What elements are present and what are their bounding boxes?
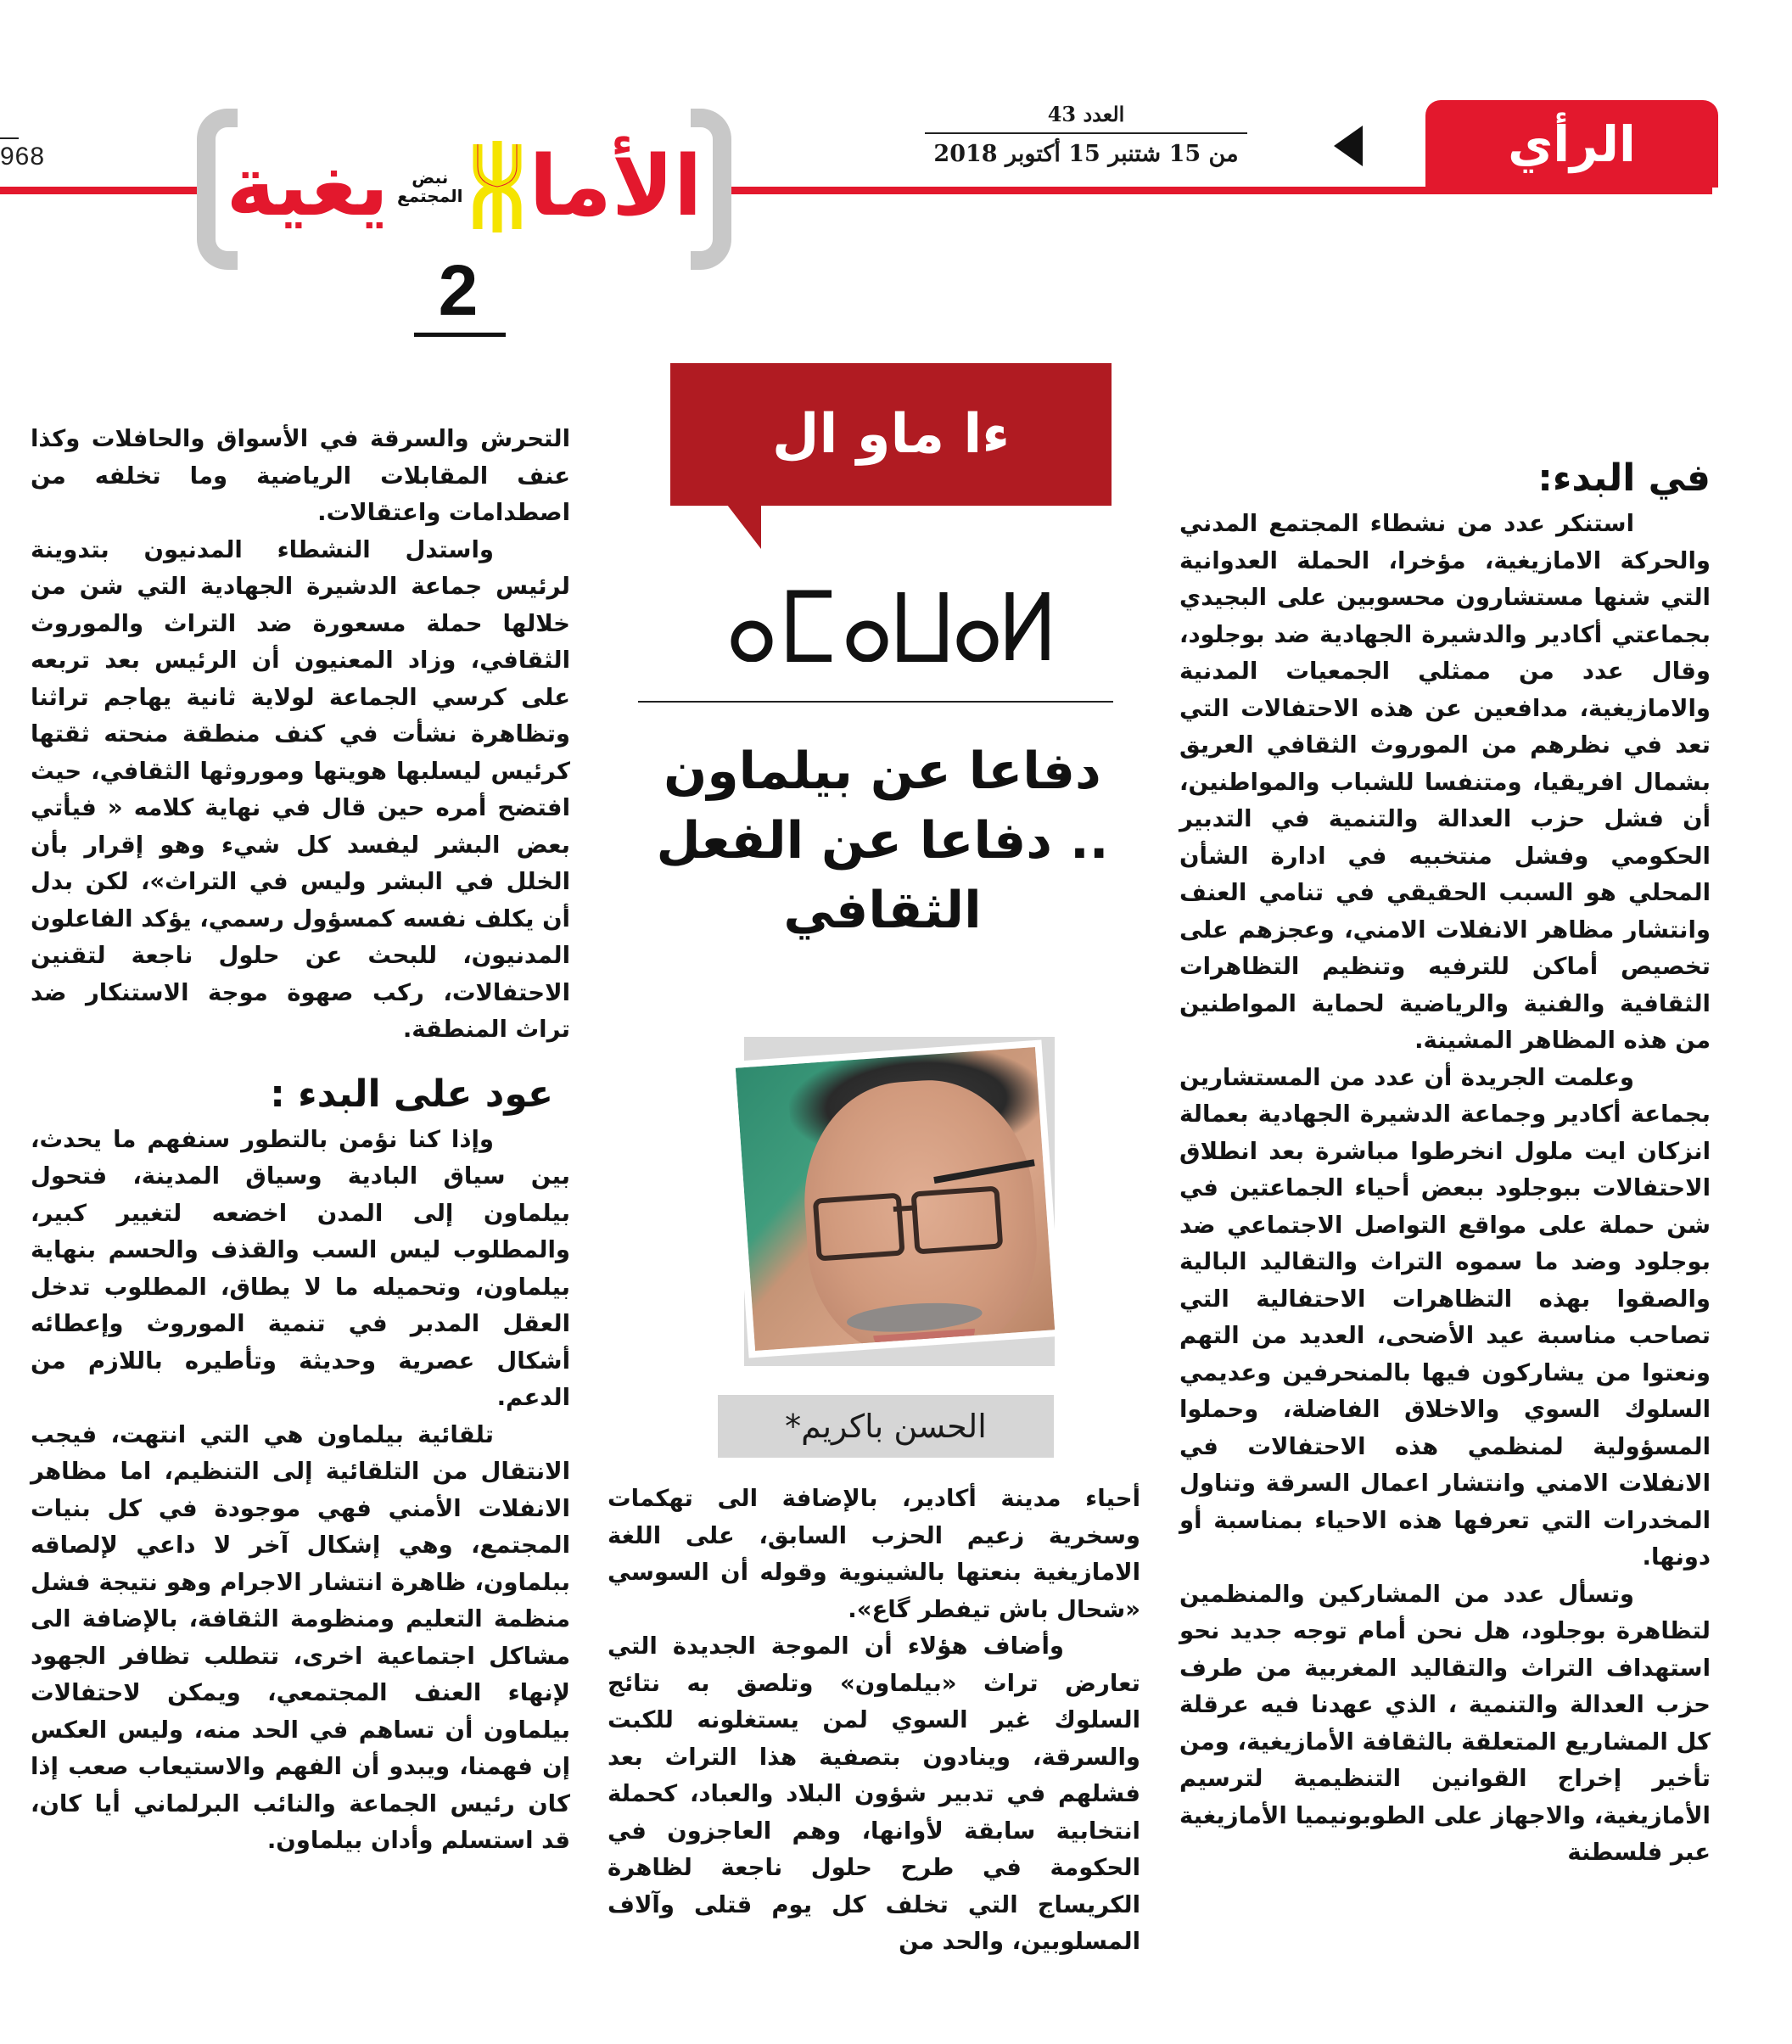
issue-number: العدد 43 — [1047, 102, 1125, 126]
photo-glasses-left — [813, 1193, 905, 1262]
page-number: 2 — [438, 250, 479, 330]
header-red-rule-left — [0, 187, 200, 194]
issue-code: 968 — [0, 143, 46, 171]
issue-date: من 15 شتنبر 15 أكتوبر 2018 — [933, 141, 1239, 167]
newspaper-logo[interactable] — [197, 109, 731, 270]
article-column-left — [31, 421, 570, 1860]
page-number-underline — [414, 333, 506, 337]
paragraph: تلقائية بيلماون هي التي انتهت، فيجب الانتقال من التلقائية إلى التنظيم، اما مظاهر الانفلات الأمني فهي موجودة في كل بنيات المجتمع، وهي إشكال آخر لا داعي لإلصاقه ببلماون، ظاهرة انتشار الاجرام وهو نتيجة فشل منظمة التعليم ومنظومة الثقافة، بالإضافة الى مشاكل اجتماعية اخرى، تتطلب تظافر الجهود لإنهاء العنف المجتمعي، ويمكن لاحتفالات بيلماون أن تساهم في الحد منه، وليس العكس إن فهمنا، ويبدو أن الفهم والاستيعاب صعب إذا كان رئيس الجماعة والنائب البرلماني أيا كان، قد استسلم وأدان بيلماون. — [31, 1420, 570, 1854]
tagline-line-1: نبض — [412, 167, 449, 188]
issue-code-rule — [0, 137, 19, 139]
logo-tagline — [397, 168, 462, 205]
paragraph: التحرش والسرقة في الأسواق والحافلات وكذا عنف المقابلات الرياضية وما تخلفه من اصطدامات واعتقالات. — [31, 425, 570, 526]
issue-divider — [925, 132, 1247, 134]
header-red-rule-right — [728, 187, 1712, 194]
author-photo — [728, 1040, 1062, 1358]
section-tab[interactable] — [1425, 100, 1718, 188]
article-column-middle — [608, 1481, 1140, 1961]
article-column-right — [1179, 451, 1711, 1872]
speech-bubble-tail — [727, 505, 761, 549]
center-divider — [638, 701, 1113, 703]
section-heading-return: عود على البدء : — [270, 1072, 553, 1116]
author-name: الحسن باكريم* — [785, 1408, 987, 1445]
section-label: الرأي — [1508, 115, 1636, 173]
article-headline: دفاعا عن بيلماون .. دفاعا عن الفعل الثقافي — [656, 742, 1109, 940]
paragraph: وعلمت الجريدة أن عدد من المستشارين بجماعة أكادير وجماعة الدشيرة الجهادية بعمالة انزكان ايت ملول انخرطوا مباشرة بعد انطلاق الاحتفالات ببوجلود ببعض أحياء الجماعتين في شن حملة على مواقع التواصل الاجتماعي ضد بوجلود وضد ما سموه التراث والتقاليد البالية والصقوا بهذه التظاهرات الاحتفالية التي تصاحب مناسبة عيد الأضحى، العديد من التهم ونعتوا من يشاركون فيها بالمنحرفين وعديمي السلوك السوي والاخلاق الفاضلة، وحملوا المسؤولية لمنظمي هذه الاحتفالات في الانفلات الامني وانتشار اعمال السرقة وتناول المخدرات التي تعرفها هذه الاحياء بمناسبة أو دونها. — [1179, 1063, 1711, 1571]
speech-bubble-label — [670, 363, 1112, 506]
paragraph: وتسأل عدد من المشاركين والمنظمين لتظاهرة بوجلود، هل نحن أمام توجه جديد نحو استهداف التراث والتقاليد المغربية من طرف حزب العدالة والتنمية ، الذي عهدنا فيه عرقلة كل المشاريع المتعلقة بالثقافة الأمازيغية، ومن تأخير إخراج القوانين التنظيمية لترسيم الأمازيغية، والاجهاز على الطوبونيميا الأمازيغية عبر فلسطنة — [1179, 1580, 1711, 1866]
logo-word-right: الأما — [529, 138, 703, 235]
paragraph: وإذا كنا نؤمن بالتطور سنفهم ما يحدث، بين سياق البادية وسياق المدينة، فتحول بيلماون إلى المدن اخضعه لتغيير كبير، والمطلوب ليس السب والقذف والحسم بنهاية بيلماون، وتحميله ما لا يطاق، المطلوب تدخل العقل المدبر في تنمية الموروث وإعطائه أشكال عصرية وحديثة وتأطيره باللازم من الدعم. — [31, 1125, 570, 1411]
paragraph: واستدل النشطاء المدنيون بتدوينة لرئيس جماعة الدشيرة الجهادية التي شن من خلالها حملة مسعورة ضد التراث والموروث الثقافي، وزاد المعنيون أن الرئيس بعد تربعه على كرسي الجماعة لولاية ثانية يهاجم تراثنا وتظاهرة نشأت في كنف منطقة منحته ثقتها كرئيس ليسلبها هويتها وموروثها الثقافي، حيث افتضح أمره حين قال في نهاية كلامه « فيأتي بعض البشر ليفسد كل شيء وهو إقرار بأن الخلل في البشر وليس في التراث»، لكن بدل أن يكلف نفسه كمسؤول رسمي، يؤكد الفاعلون المدنيون، للبحث عن حلول ناجعة لتقنين الاحتفالات، ركب صهوة موجة الاستنكار ضد تراث المنطقة. — [31, 535, 570, 1043]
logo-wordmark — [226, 127, 703, 246]
amazigh-yaz-icon — [471, 141, 524, 232]
tifinagh-glyphs-icon — [721, 577, 1061, 662]
section-pointer-icon — [1334, 126, 1363, 166]
section-heading-intro: في البدء: — [1537, 456, 1711, 500]
author-byline — [718, 1395, 1054, 1458]
logo-word-left: يغية — [226, 138, 389, 235]
tifinagh-title — [721, 577, 1061, 662]
photo-glasses-right — [910, 1185, 1003, 1254]
paragraph: استنكر عدد من نشطاء المجتمع المدني والحركة الامازيغية، مؤخرا، الحملة العدوانية التي شنها مستشارون محسوبين على البجيدي بجماعتي أكادير والدشيرة الجهادية ضد بوجلود، وقال عدد من ممثلي الجمعيات المدنية والامازيغية، مدافعين عن هذه الاحتفالات التي تعد في نظرهم من الموروث الثقافي العريق بشمال افريقيا، ومتنفسا للشباب والمواطنين، أن فشل حزب العدالة والتنمية في التدبير الحكومي وفشل منتخبيه في ادارة الشأن المحلي هو السبب الحقيقي في تنامي العنف وانتشار مظاهر الانفلات الامني، وعجزهم على تخصيص أماكن للترفيه وتنظيم التظاهرات الثقافية والفنية والرياضية لحماية المواطنين من هذه المظاهر المشينة. — [1179, 510, 1711, 1054]
tagline-line-2: المجتمع — [397, 186, 463, 206]
paragraph: وأضاف هؤلاء أن الموجة الجديدة التي تعارض تراث «بيلماون» وتلصق به نتائج السلوك غير السوي لمن يستغلونه للكبت والسرقة، وينادون بتصفية هذا التراث بعد فشلهم في تدبير شؤون البلاد والعباد، كحملة انتخابية سابقة لأوانها، وهم العاجزون في الحكومة في طرح حلول ناجعة لظاهرة الكريساج التي تخلف كل يوم قتلى وآلاف المسلوبين، والحد من — [608, 1632, 1140, 1955]
paragraph: أحياء مدينة أكادير، بالإضافة الى تهكمات وسخرية زعيم الحزب السابق، على اللغة الامازيغية بنعتها بالشينوية وقوله أن السوسي «شحال باش تيفطر گاع». — [608, 1485, 1140, 1623]
issue-info — [925, 100, 1247, 170]
bubble-label-text: ءا ماو ال — [771, 403, 1011, 466]
